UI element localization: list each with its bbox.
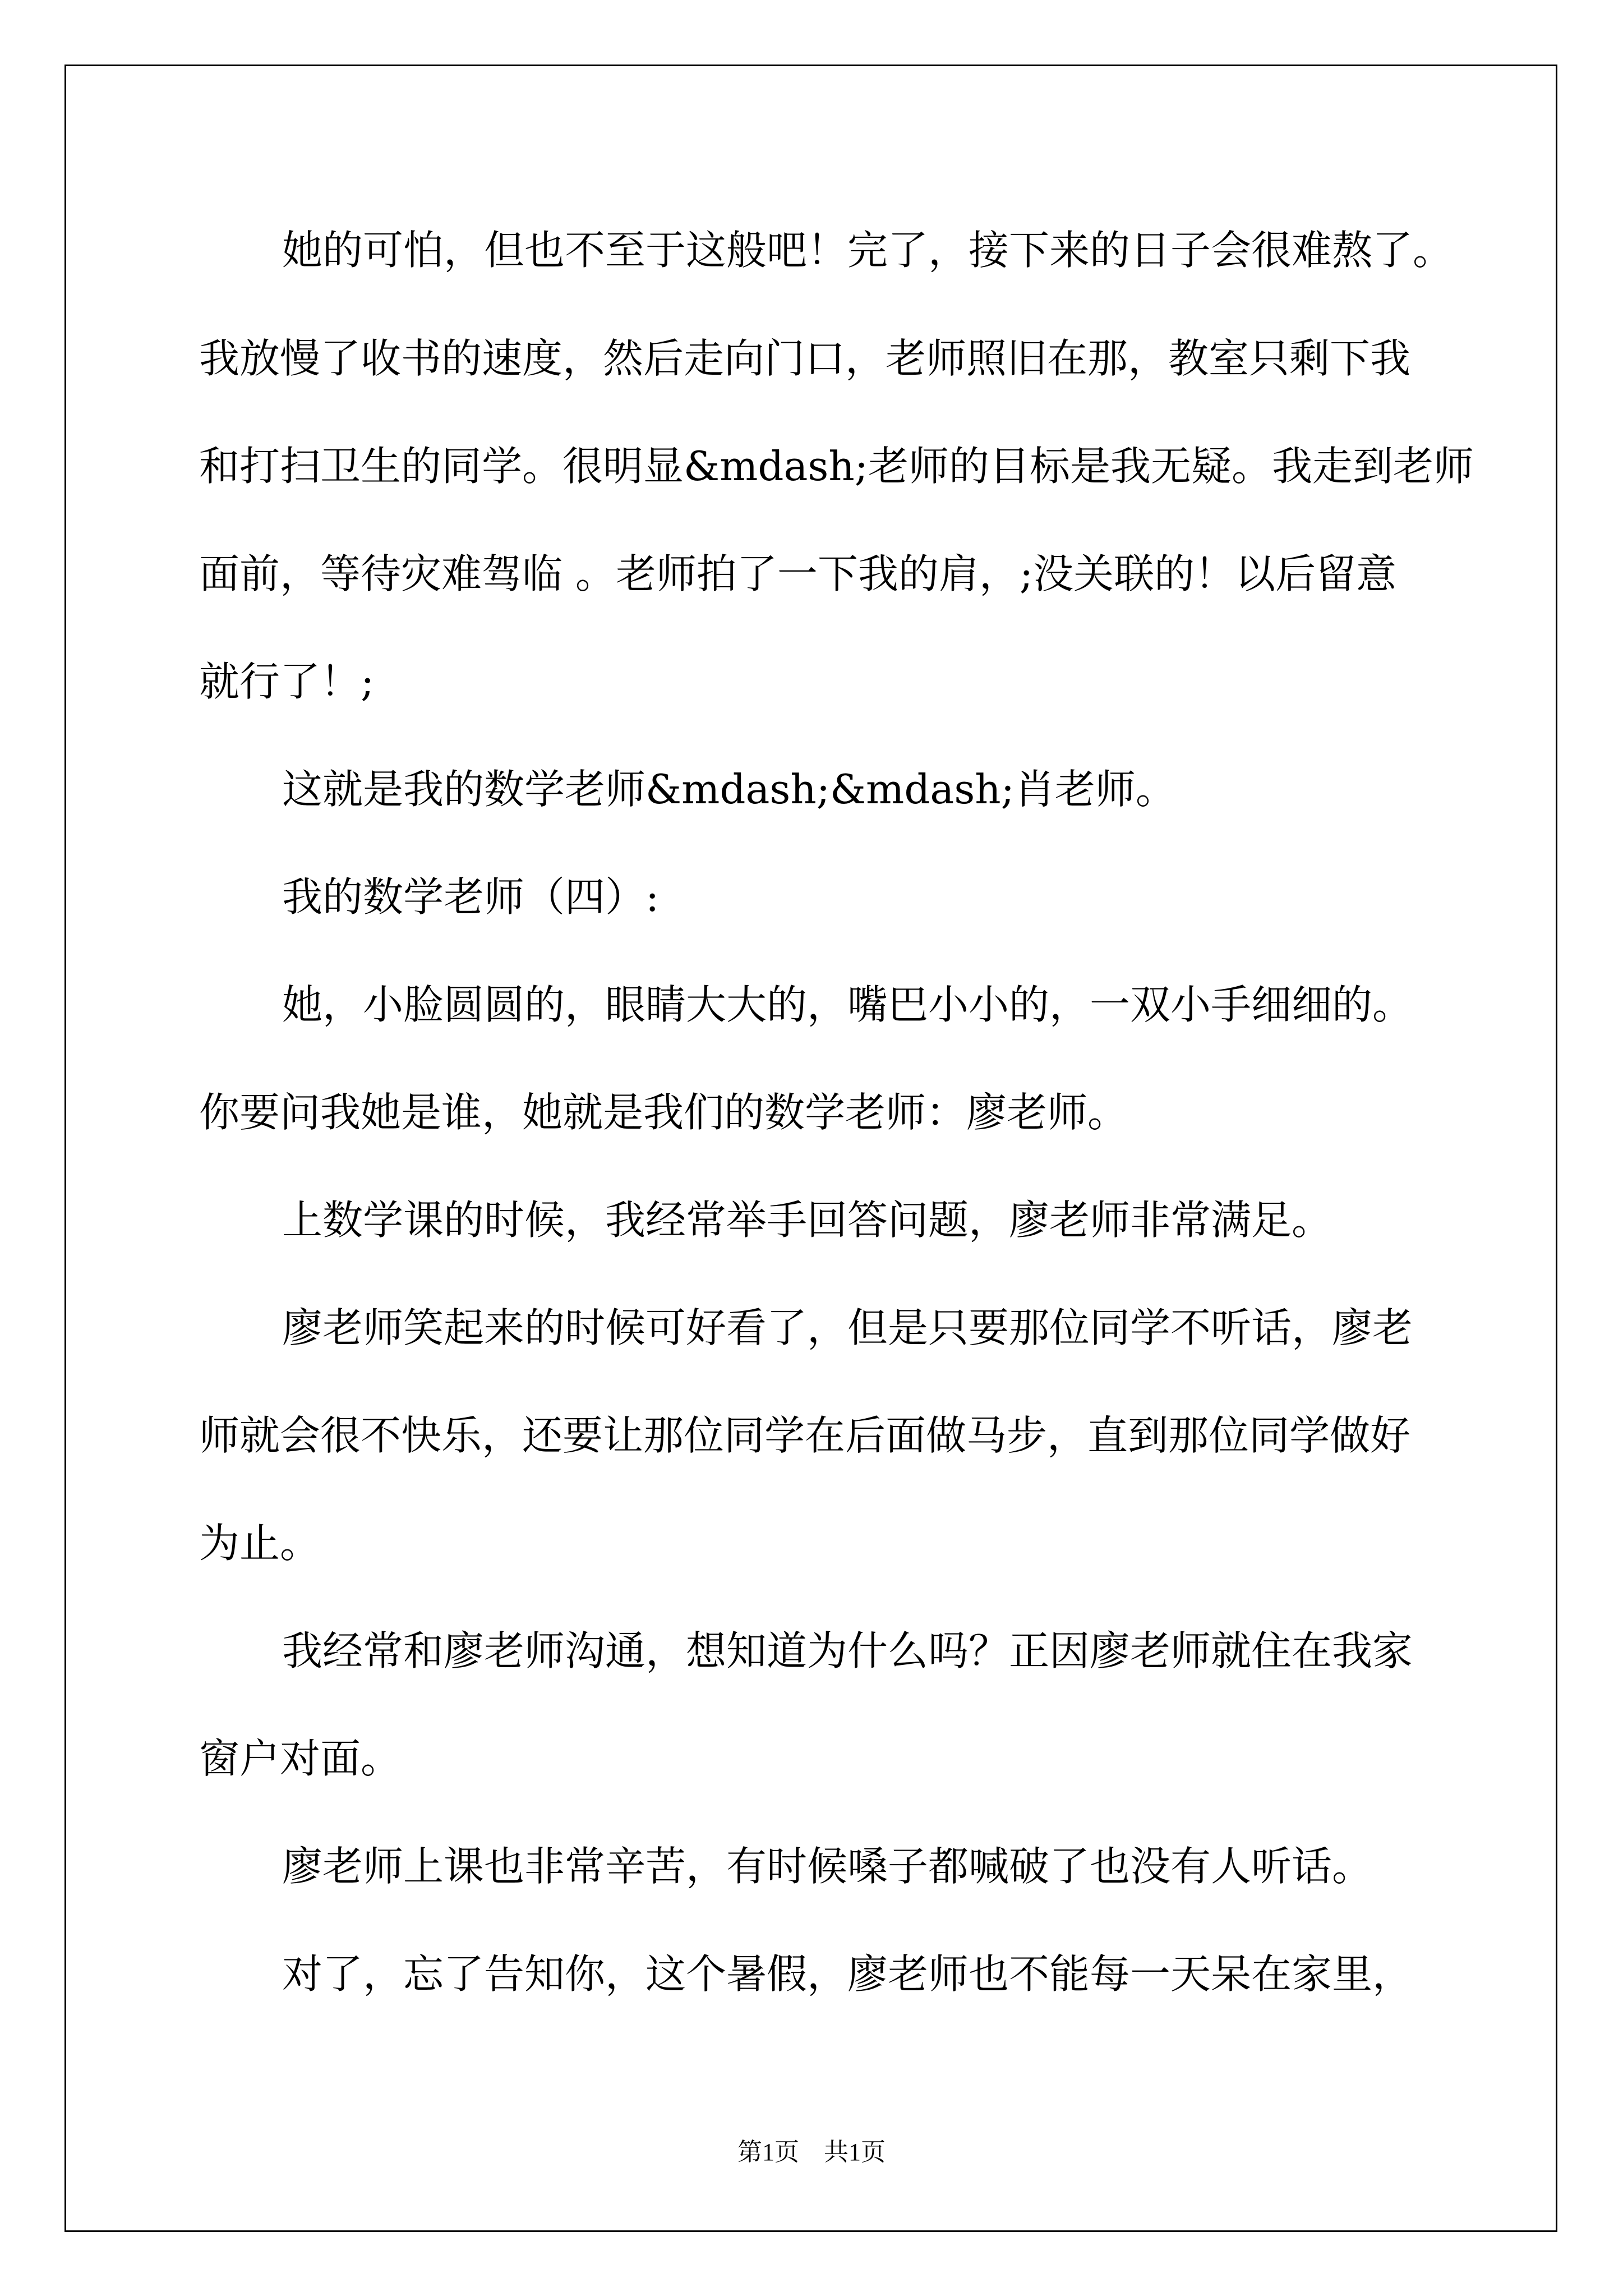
- page-border: [64, 65, 1557, 2232]
- text-line: 我放慢了收书的速度，然后走向门口，老师照旧在那，教室只剩下我: [199, 335, 1411, 382]
- text-line: 廖老师笑起来的时候可好看了，但是只要那位同学不听话，廖老: [282, 1304, 1413, 1351]
- text-line: 为止。: [199, 1520, 321, 1567]
- text-line: 面前，等待灾难驾临 。老师拍了一下我的肩，;没关联的！以后留意: [199, 550, 1397, 597]
- text-line: 你要问我她是谁，她就是我们的数学老师：廖老师。: [199, 1089, 1128, 1136]
- text-line: 她，小脸圆圆的，眼睛大大的，嘴巴小小的，一双小手细细的。: [282, 981, 1413, 1028]
- text-line: 就行了！;: [199, 658, 375, 705]
- text-line: 我的数学老师（四）:: [282, 873, 660, 921]
- text-line: 对了，忘了告知你，这个暑假，廖老师也不能每一天呆在家里，: [282, 1950, 1413, 1998]
- text-line: 上数学课的时候，我经常举手回答问题，廖老师非常满足。: [282, 1197, 1332, 1244]
- text-line: 她的可怕，但也不至于这般吧！完了，接下来的日子会很难熬了。: [282, 227, 1454, 274]
- text-line: 廖老师上课也非常辛苦，有时候嗓子都喊破了也没有人听话。: [282, 1843, 1373, 1890]
- text-line: 和打扫卫生的同学。很明显&mdash;老师的目标是我无疑。我走到老师: [199, 443, 1474, 490]
- text-line: 这就是我的数学老师&mdash;&mdash;肖老师。: [282, 766, 1176, 813]
- page-number-footer: 第1页 共1页: [737, 2138, 886, 2166]
- text-line: 窗户对面。: [199, 1735, 402, 1782]
- text-line: 师就会很不快乐，还要让那位同学在后面做马步，直到那位同学做好: [199, 1412, 1411, 1459]
- text-line: 我经常和廖老师沟通，想知道为什么吗？正因廖老师就住在我家: [282, 1627, 1413, 1674]
